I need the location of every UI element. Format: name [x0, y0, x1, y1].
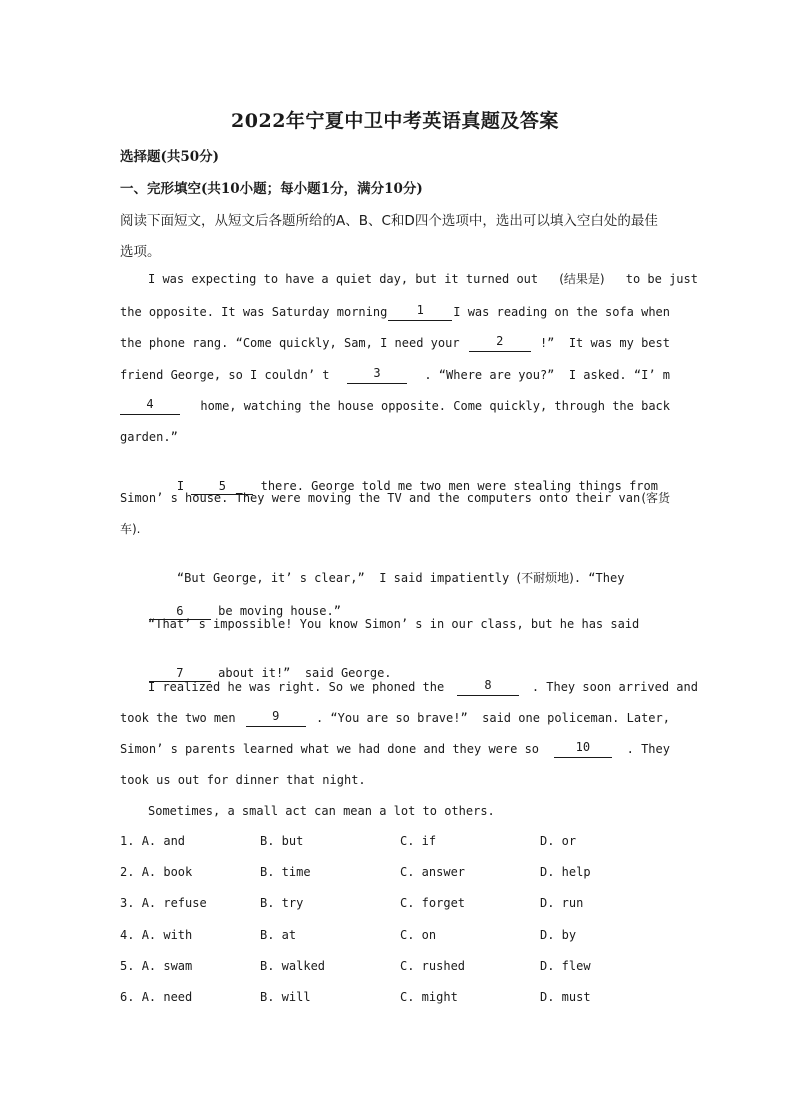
section-heading: 选择题(共50分) [120, 149, 220, 165]
option-b: B. but [260, 834, 304, 848]
option-a: 6. A. need [120, 989, 193, 1004]
passage-line: garden.” [120, 430, 178, 444]
gloss-text: (客货 [641, 491, 670, 505]
passage-text: . They soon arrived and [531, 680, 698, 694]
question-options [120, 834, 680, 1021]
passage-text: I was expecting to have a quiet day, but it turned out [148, 272, 539, 286]
passage-text: took the two men [120, 711, 236, 725]
passage-text: Simon’ s house. They were moving the TV and the computers onto their van [120, 491, 641, 505]
option-a: 5. A. swam [120, 958, 193, 973]
passage-text: friend George, so I couldn’ t [120, 368, 330, 382]
blank-4: 4 [120, 397, 180, 415]
page-title: 2022年宁夏中卫中考英语真题及答案 [231, 110, 559, 132]
option-b: B. will [260, 989, 311, 1004]
blank-7: 7 [149, 666, 211, 682]
passage-line [120, 334, 670, 352]
passage-text: home, watching the house opposite. Come quickly, through the back [200, 399, 670, 413]
question-row [120, 928, 680, 959]
passage-line: Sometimes, a small act can mean a lot to others. [148, 804, 495, 818]
option-d: D. or [540, 834, 577, 848]
option-d: D. help [540, 865, 591, 880]
option-d: D. by [540, 927, 577, 942]
passage-text: to be just [625, 272, 698, 286]
passage-line: “That’ s impossible! You know Simon’ s in our class, but he has said [148, 617, 640, 631]
blank-3: 3 [347, 366, 407, 384]
blank-8: 8 [457, 678, 519, 696]
instruction-text: 阅读下面短文，从短文后各题所给的A、B、C和D四个选项中，选出可以填入空白处的最佳选项。 [120, 213, 658, 260]
blank-6: 6 [149, 604, 211, 620]
passage-text: . “You are so brave!” said one policeman. Later, [315, 711, 670, 725]
passage-text: Simon’ s parents learned what we had done and they were so [120, 742, 540, 756]
option-a: 2. A. book [120, 865, 193, 880]
option-b: B. time [260, 865, 311, 880]
passage-text: !” It was my best [539, 336, 670, 350]
passage-text: I realized he was right. So we phoned the [148, 680, 445, 694]
passage-line: 车). [120, 522, 141, 536]
option-c: C. rushed [400, 958, 466, 973]
question-row [120, 834, 680, 865]
gloss-text: (结果是) [559, 272, 605, 286]
question-row [120, 959, 680, 990]
option-c: C. on [400, 927, 437, 942]
passage-line [120, 489, 670, 507]
gloss-text: (不耐烦地) [516, 571, 574, 585]
option-d: D. must [540, 989, 591, 1004]
question-row [120, 865, 680, 896]
passage-line [120, 366, 670, 384]
passage-text: the phone rang. “Come quickly, Sam, I need your [120, 336, 460, 350]
question-row [120, 990, 680, 1021]
passage-text: there. George told me two men were stealing things from [260, 479, 658, 493]
passage-text: . “Where are you?” I asked. “I’ m [424, 368, 670, 382]
blank-9: 9 [246, 709, 306, 727]
option-d: D. flew [540, 958, 591, 973]
passage-text: the opposite. It was Saturday morning [120, 305, 388, 319]
blank-2: 2 [469, 334, 531, 352]
option-b: B. at [260, 927, 297, 942]
blank-10: 10 [554, 740, 612, 758]
question-row [120, 896, 680, 927]
blank-1: 1 [388, 303, 452, 321]
passage-text: be moving house.” [218, 604, 341, 618]
option-c: C. answer [400, 865, 466, 880]
passage-text: . They [626, 742, 670, 756]
passage-line [120, 678, 698, 696]
passage-line [120, 270, 698, 288]
option-b: B. walked [260, 958, 326, 973]
passage-line [120, 303, 670, 321]
option-c: C. if [400, 834, 437, 848]
passage-line [120, 709, 670, 727]
option-a: 3. A. refuse [120, 896, 207, 911]
option-a: 1. A. and [120, 834, 186, 848]
passage-line [120, 397, 670, 415]
passage-text: I [176, 479, 185, 493]
passage-line: took us out for dinner that night. [120, 773, 366, 787]
option-c: C. forget [400, 896, 466, 911]
passage-text: “But George, it’ s clear,” I said impatiently [176, 571, 510, 585]
option-b: B. try [260, 896, 304, 911]
subsection-heading: 一、完形填空(共10小题；每小题1分，满分10分) [120, 181, 423, 197]
option-d: D. run [540, 896, 584, 911]
option-a: 4. A. with [120, 927, 193, 942]
passage-text: about it!” said George. [218, 666, 392, 680]
passage-text: . “They [573, 571, 625, 585]
passage-line [120, 740, 670, 758]
passage-text: I was reading on the sofa when [453, 305, 670, 319]
option-c: C. might [400, 989, 458, 1004]
blank-5: 5 [191, 479, 253, 495]
